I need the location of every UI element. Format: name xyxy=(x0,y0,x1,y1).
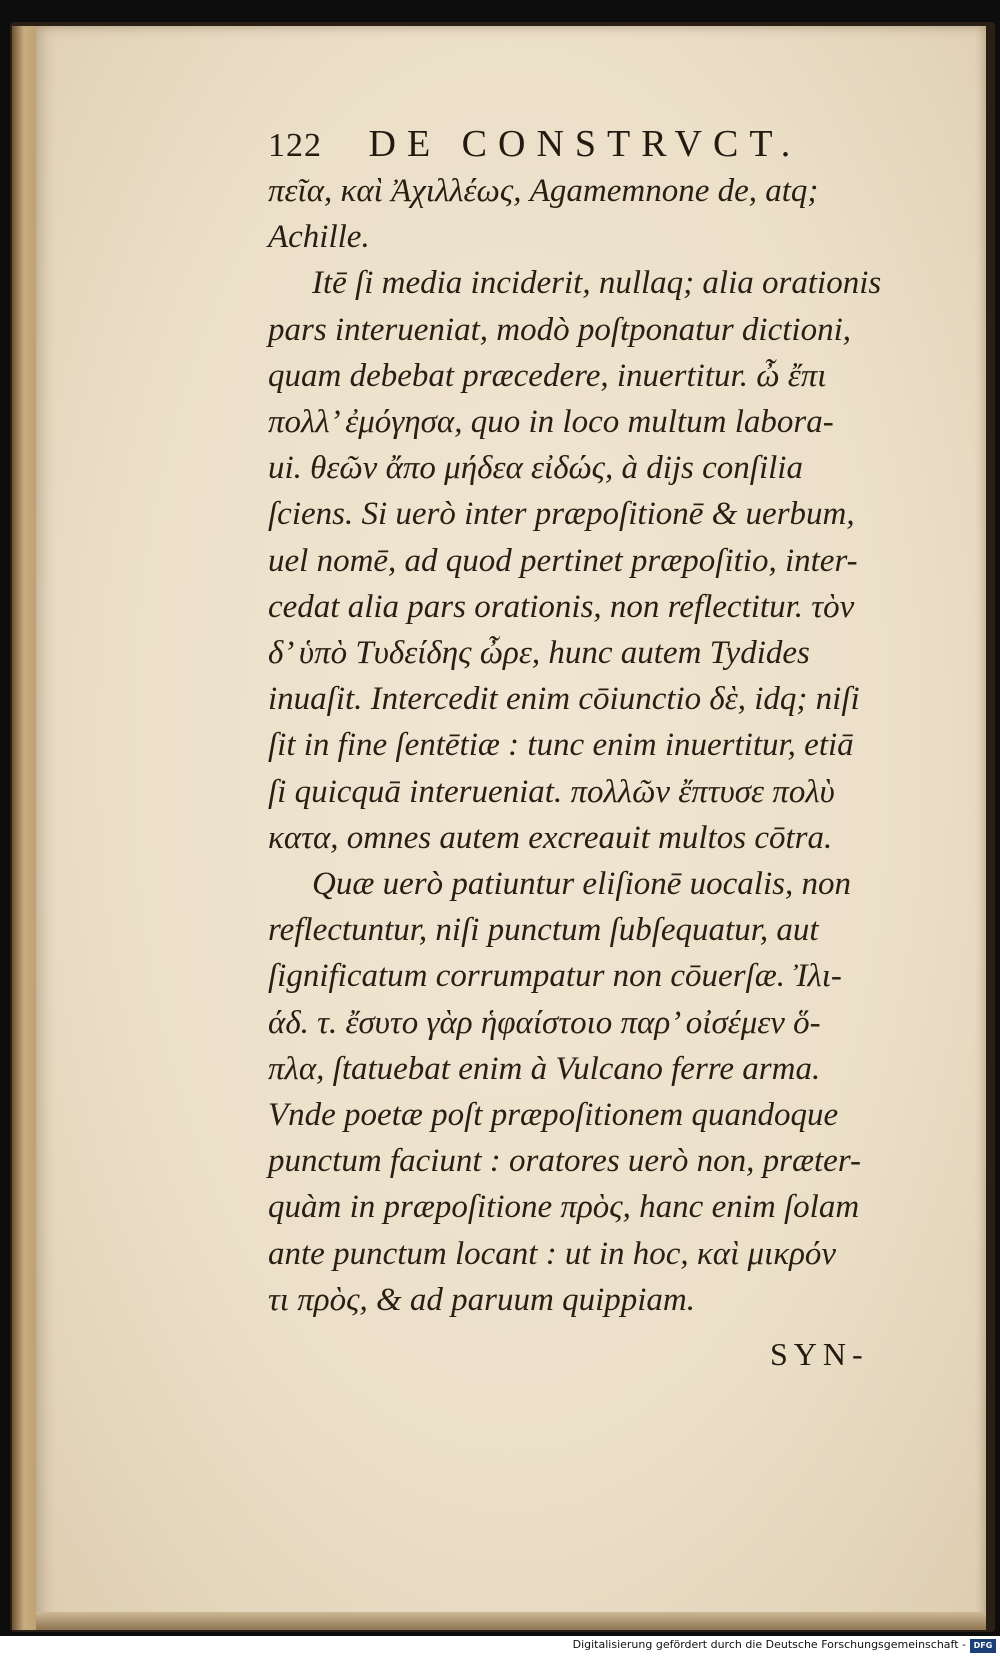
body-text xyxy=(268,168,888,1323)
text-line: τι πρὸς, & ad paruum quippiam. xyxy=(268,1281,696,1318)
catchword: SYN- xyxy=(770,1336,869,1372)
dfg-logo: DFG xyxy=(970,1639,996,1653)
text-line: pars interueniat, modò poſtponatur dictioni, xyxy=(268,311,851,348)
text-line: ſciens. Si uerò inter præpoſitionē & uerbum, xyxy=(268,496,855,533)
footer-bar xyxy=(0,1636,1000,1656)
text-line: ſit in fine ſentētiæ : tunc enim inuertitur, etiā xyxy=(268,727,854,764)
text-line: quam debebat præcedere, inuertitur. ὦ ἔπι xyxy=(268,357,827,394)
text-line: δ’ ὑπὸ Τυδείδης ὦρε, hunc autem Tydides xyxy=(268,635,810,672)
text-line: ui. θεῶν ἄπο μήδεα εἰδώς, à dijs conſilia xyxy=(268,450,803,487)
text-line: Achille. xyxy=(268,219,370,256)
page-header xyxy=(268,122,868,170)
text-line: cedat alia pars orationis, non reflectitur. τὸν xyxy=(268,588,855,625)
page-bottom-edge xyxy=(36,1612,986,1630)
text-line: uel nomē, ad quod pertinet præpoſitio, inter- xyxy=(268,542,858,579)
text-line: Itē ſi media inciderit, nullaq; alia orationis xyxy=(312,265,882,302)
text-line: quàm in præpoſitione πρὸς, hanc enim ſolam xyxy=(268,1189,860,1226)
funding-credit: Digitalisierung gefördert durch die Deutsche Forschungsgemeinschaft - xyxy=(572,1638,966,1651)
text-line: inuaſit. Intercedit enim cōiunctio δὲ, idq; niſi xyxy=(268,681,860,718)
text-line: πλα, ſtatuebat enim à Vulcano ferre arma. xyxy=(268,1050,821,1087)
text-line: πολλ’ ἐμόγησα, quo in loco multum labora- xyxy=(268,404,834,441)
text-line: άδ. τ. ἔσυτο γὰρ ἡφαίστοιο παρ’ οἰσέμεν ὅ- xyxy=(268,1004,821,1041)
text-line: κατα, omnes autem excreauit multos cōtra. xyxy=(268,819,833,856)
text-line: ante punctum locant : ut in hoc, καὶ μικρόν xyxy=(268,1235,837,1272)
text-line: Vnde poetæ poſt præpoſitionem quandoque xyxy=(268,1097,839,1134)
text-line: punctum faciunt : oratores uerò non, præter- xyxy=(268,1143,861,1180)
text-line: ſi quicquā interueniat. πολλῶν ἔπτυσε πολὺ xyxy=(268,773,835,810)
page-number: 122 xyxy=(268,127,322,164)
text-line: πεῖα, καὶ Ἀχιλλέως, Agamemnone de, atq; xyxy=(268,173,819,209)
text-line: reflectuntur, niſi punctum ſubſequatur, aut xyxy=(268,912,819,949)
text-line: ſignificatum corrumpatur non cōuerſæ. Ἰλι- xyxy=(268,958,842,995)
text-line: Quæ uerò patiuntur eliſionē uocalis, non xyxy=(312,866,851,903)
running-head: DE CONSTRVCT. xyxy=(368,123,802,165)
